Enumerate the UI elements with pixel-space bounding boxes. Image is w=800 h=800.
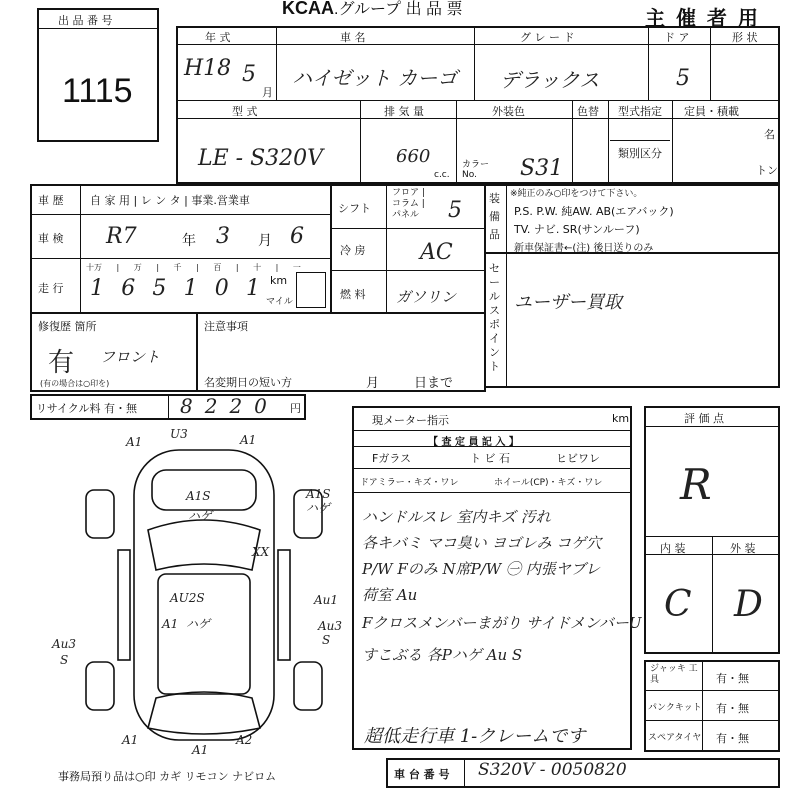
capacity-label: 定員・積載: [684, 105, 739, 118]
grade-label: グ レ ー ド: [520, 31, 575, 44]
class-label: 類別区分: [618, 147, 662, 160]
meter-label: 現メーター指示: [372, 414, 449, 427]
inspection-footer: 超低走行車 1-クレームです: [364, 726, 586, 747]
repair-location: フロント: [100, 348, 161, 366]
mile-label: マイル: [266, 297, 293, 307]
diagram-mark: Au3: [318, 619, 343, 633]
tons-unit: トン: [756, 164, 778, 177]
history-options: 自 家 用 | レ ン タ | 事業.営業車: [90, 194, 250, 207]
model-value: LE - S320V: [198, 146, 324, 171]
shift-label: シフト: [338, 202, 371, 215]
month-unit: 月: [262, 86, 273, 99]
rear-window: [148, 692, 260, 734]
recycle-label: リサイクル料 有・無: [36, 402, 137, 415]
diagram-mark: A1: [192, 743, 209, 757]
equipment-line3: 新車保証書←(注) 後日送りのみ: [514, 243, 654, 254]
evaluation-score: R: [680, 460, 712, 509]
fuel-label: 燃 料: [340, 288, 366, 301]
mile-box: [296, 272, 326, 308]
lot-number: 1115: [62, 72, 133, 110]
short-term-label: 名変期日の短い方: [204, 376, 292, 389]
interior-score: C: [664, 584, 692, 625]
inspection-note-line: ハンドルスレ 室内キズ 汚れ: [362, 508, 551, 526]
mileage-digit: 1: [183, 276, 198, 301]
sales-point-label: セールスポイント: [489, 262, 500, 373]
diagram-mark: ハゲ: [306, 501, 331, 515]
wheel-front-left: [86, 490, 114, 538]
door-left: [118, 550, 130, 660]
equipment-label: 装備品: [489, 192, 500, 241]
cc-unit: c.c.: [434, 170, 450, 180]
car-damage-diagram: [52, 427, 346, 760]
inspection-year-unit: 年: [182, 233, 196, 249]
repair-value: 有: [48, 348, 75, 378]
persons-unit: 名: [764, 128, 775, 141]
meter-km: km: [612, 412, 630, 425]
spare-yes-no: 有・無: [716, 732, 749, 745]
short-term-day: 日まで: [414, 376, 454, 391]
color-no-label: カラー No.: [462, 160, 490, 180]
mileage-digit: 1: [90, 276, 104, 301]
year-value: H18: [184, 56, 232, 81]
inspection-month-unit: 月: [258, 233, 272, 249]
inspection-note-line: P/W Fのみ N席P/W ㊀ 内張ヤブレ: [362, 560, 601, 578]
puncture-kit-label: パンクキット: [648, 703, 702, 713]
grade-value: デラックス: [500, 68, 600, 92]
diagram-mark: Au3: [52, 637, 77, 651]
color-no-value: S31: [520, 156, 564, 181]
repair-label: 修復歴 箇所: [38, 320, 97, 333]
jack-label: ジャッキ 工 具: [650, 664, 698, 685]
notices-label: 注意事項: [204, 320, 248, 333]
ac-value: AC: [420, 240, 453, 265]
mileage-digit: 0: [214, 276, 229, 301]
exterior-score: D: [734, 584, 763, 625]
repair-note: (有の場合は○印を): [40, 379, 110, 388]
equipment-line1: P.S. P.W. 純AW. AB(エアバック): [514, 205, 674, 218]
chassis-label: 車 台 番 号: [394, 768, 450, 781]
short-term-month: 月: [366, 376, 380, 391]
ac-label: 冷 房: [340, 244, 366, 257]
year-label: 年 式: [205, 31, 231, 44]
org-name: KCAA.グループ 出 品 票: [282, 0, 463, 18]
diagram-mark: XX: [252, 545, 270, 559]
equipment-note: ※純正のみ○印をつけて下さい。: [510, 189, 643, 199]
mileage-digit: 6: [121, 276, 136, 301]
lot-number-label: 出 品 番 号: [58, 14, 113, 27]
inspection-year: R7: [106, 224, 137, 249]
inspection-note-line: 荷室 Au: [362, 586, 418, 604]
km-label: km: [270, 274, 288, 287]
displacement-value: 660: [396, 146, 431, 167]
wheel-rear-right: [294, 662, 322, 710]
stone-chip-label: ト ビ 石: [470, 452, 510, 465]
sales-point-box: [484, 252, 780, 388]
inspection-note-line: 各キバミ マコ臭い ヨゴレみ コゲ穴: [362, 534, 602, 552]
mileage-digit: 1: [245, 276, 260, 301]
mileage-units: 十万 | 万 | 千 | 百 | 十 | 一: [86, 263, 301, 272]
shape-label: 形 状: [732, 31, 758, 44]
type-designation-label: 型式指定: [618, 105, 662, 118]
color-label: 外装色: [492, 105, 525, 118]
type-label: 型 式: [232, 105, 258, 118]
diagram-mark: A1: [126, 435, 143, 449]
diagram-mark: S: [322, 633, 331, 647]
recycle-amount: 8220: [180, 394, 279, 418]
diagram-mark: ハゲ: [188, 509, 213, 523]
diagram-mark: AU2S: [170, 591, 205, 605]
name-label: 車 名: [340, 31, 366, 44]
chassis-number: S320V - 0050820: [478, 760, 627, 780]
diagram-mark: A1: [162, 617, 179, 631]
diagram-mark: ハゲ: [186, 617, 211, 631]
equipment-line2: TV. ナビ. SR(サンルーフ): [514, 223, 640, 236]
month-value: 5: [242, 62, 256, 87]
diagram-mark: Au1: [314, 593, 339, 607]
diagram-mark: A1S: [306, 487, 331, 501]
shift-value: 5: [448, 198, 462, 223]
crack-label: ヒビワレ: [556, 452, 600, 465]
doors-value: 5: [676, 66, 690, 91]
diagram-mark: U3: [170, 427, 188, 441]
keys-footer: 事務局預り品は○印 カギ リモコン ナビロム: [58, 770, 277, 783]
mirror-label: ドアミラー・キズ・ワレ: [360, 478, 459, 488]
diagram-mark: A1S: [186, 489, 211, 503]
inspection-label: 車 検: [38, 232, 64, 245]
diagram-mark: S: [60, 653, 69, 667]
door-label: ド ア: [664, 31, 690, 44]
windshield-label: Fガラス: [372, 452, 411, 465]
sponsor-label: 主 催 者 用: [645, 6, 760, 30]
windshield: [148, 520, 260, 570]
evaluation-label: 評 価 点: [684, 412, 724, 425]
mileage-label: 走 行: [38, 282, 64, 295]
diagram-mark: A2: [236, 733, 253, 747]
sales-point-text: ユーザー買取: [514, 292, 622, 313]
recycle-yen: 円: [290, 402, 301, 415]
shift-options: フロア | コラム | パネル: [392, 188, 425, 220]
door-right: [278, 550, 290, 660]
exterior-label: 外 装: [730, 542, 756, 555]
diagram-mark: A1: [240, 433, 257, 447]
puncture-yes-no: 有・無: [716, 702, 749, 715]
inspection-month: 3: [216, 224, 230, 249]
mileage-digit: 5: [152, 276, 167, 301]
inspection-note-line: すこぶる 各Pハゲ Au S: [362, 646, 523, 664]
vehicle-name: ハイゼット カーゴ: [292, 66, 458, 90]
jack-yes-no: 有・無: [716, 672, 749, 685]
inspection-note-line: Fクロスメンバーまがり サイドメンバーU: [362, 614, 642, 632]
diagram-mark: A1: [122, 733, 139, 747]
interior-label: 内 装: [660, 542, 686, 555]
wheel-rear-left: [86, 662, 114, 710]
inspection-day: 6: [290, 224, 304, 249]
fuel-value: ガソリン: [396, 288, 457, 306]
wheel-label: ホイール(CP)・キズ・ワレ: [494, 478, 603, 488]
displacement-label: 排 気 量: [384, 105, 424, 118]
color-change-label: 色替: [577, 105, 599, 118]
spare-tire-label: スペアタイヤ: [648, 733, 702, 743]
history-label: 車 歴: [38, 194, 64, 207]
mileage-digits: [90, 276, 260, 301]
inspector-header: 【 査 定 員 記 入 】: [428, 437, 519, 448]
